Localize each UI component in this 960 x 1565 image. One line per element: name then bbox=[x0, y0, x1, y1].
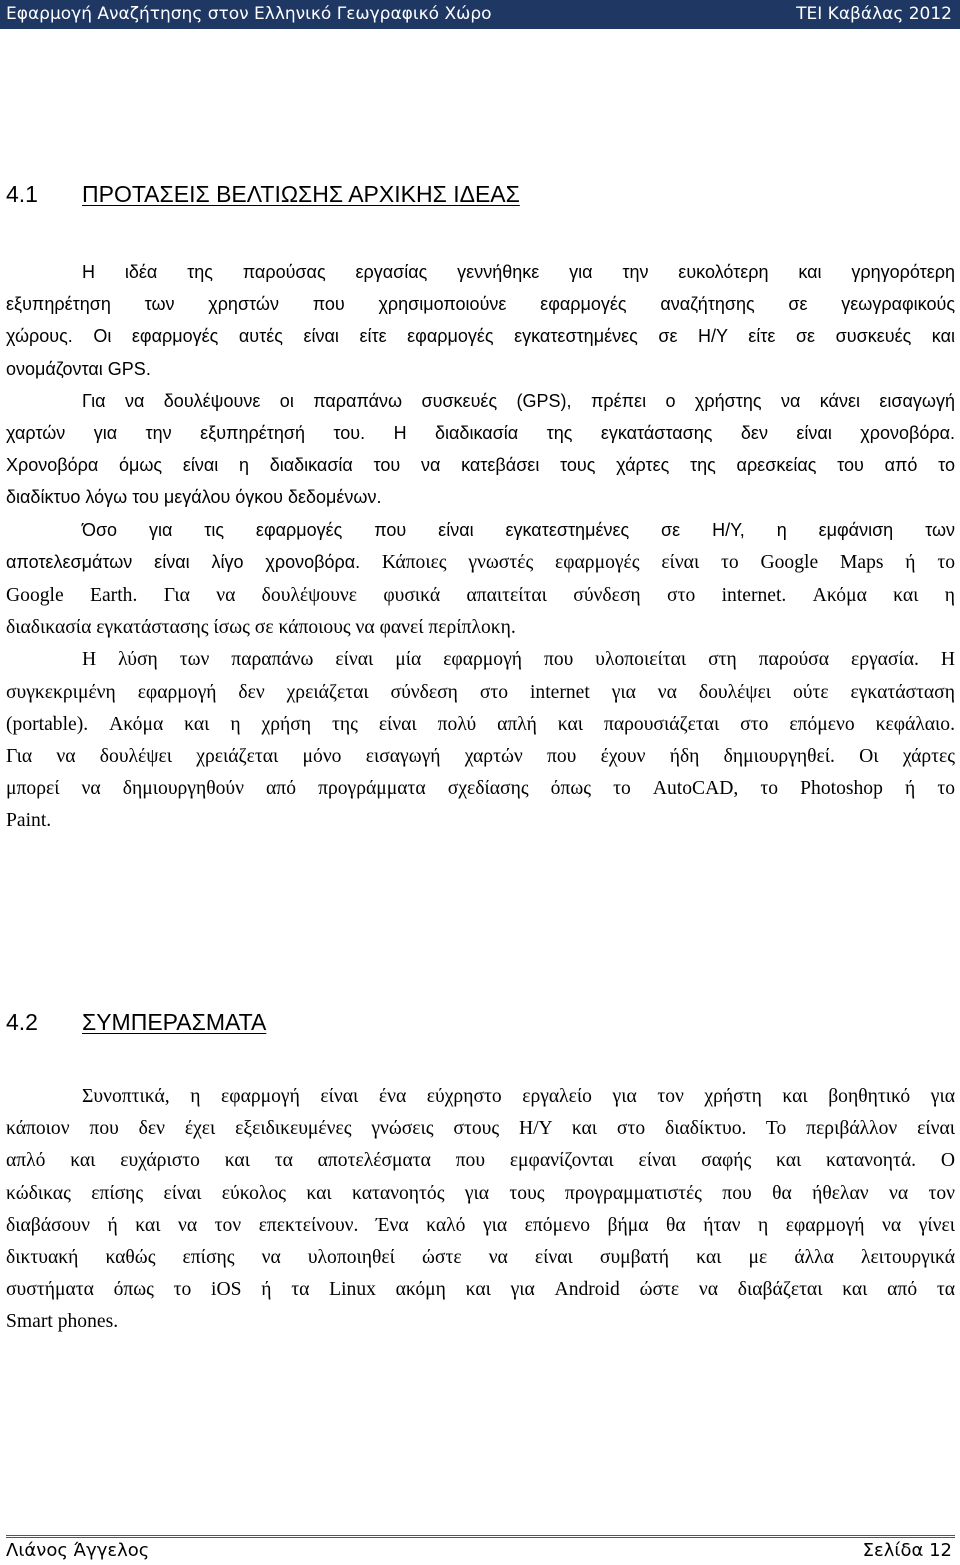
text-line: κώδικας επίσης είναι εύκολος και κατανοητός για τους προγραμματιστές που θα ήθελαν να τον bbox=[6, 1182, 955, 1204]
text-line: δικτυακή καθώς επίσης να υλοποιηθεί ώστε να είναι συμβατή και με άλλα λειτουργικά bbox=[6, 1247, 955, 1269]
text-line: Συνοπτικά, η εφαρμογή είναι ένα εύχρηστο εργαλείο για τον χρήστη και βοηθητικό για bbox=[82, 1086, 955, 1107]
text-line: Smart phones. bbox=[6, 1311, 119, 1333]
section-4-1-body bbox=[6, 256, 955, 838]
section-4-2-body bbox=[6, 1081, 955, 1339]
text-line: Όσο για τις εφαρμογές που είναι εγκατεστημένες σε Η/Υ, η εμφάνιση των bbox=[82, 519, 955, 540]
header-title: Εφαρμογή Αναζήτησης στον Ελληνικό Γεωγραφικό Χώρο bbox=[6, 4, 492, 24]
paragraph bbox=[6, 1081, 955, 1339]
text-line: χώρους. Οι εφαρμογές αυτές είναι είτε εφαρμογές εγκατεστημένες σε Η/Υ είτε σε συσκευές και bbox=[6, 326, 955, 347]
text-line: διαδίκτυο λόγω του μεγάλου όγκου δεδομένων. bbox=[6, 487, 382, 508]
text-line: εξυπηρέτηση των χρηστών που χρησιμοποιούνε εφαρμογές αναζήτησης σε γεωγραφικούς bbox=[6, 294, 955, 315]
text-line: απλό και ευχάριστο και τα αποτελέσματα που εμφανίζονται είναι σαφής και κατανοητά. Ο bbox=[6, 1150, 955, 1172]
paragraph bbox=[6, 256, 955, 385]
section-title: ΣΥΜΠΕΡΑΣΜΑΤΑ bbox=[82, 1009, 267, 1035]
footer-author: Λιάνος Άγγελος bbox=[6, 1540, 150, 1561]
text-line: Google Earth. Για να δουλέψουνε φυσικά απαιτείται σύνδεση στο internet. Ακόμα και η bbox=[6, 585, 955, 607]
section-heading-4-1 bbox=[6, 181, 520, 208]
text-line: διαβάσουν ή και να τον επεκτείνουν. Ένα καλό για επόμενο βήμα θα ήταν η εφαρμογή να γίνει bbox=[6, 1214, 955, 1236]
paragraph bbox=[6, 644, 955, 837]
section-heading-4-2 bbox=[6, 1009, 266, 1036]
section-number: 4.1 bbox=[6, 181, 38, 207]
text-line: ονομάζονται GPS. bbox=[6, 358, 151, 379]
text-line: μπορεί να δημιουργηθούν από προγράμματα σχεδίασης όπως το AutoCAD, το Photoshop ή το bbox=[6, 778, 955, 800]
text-line: συστήματα όπως το iOS ή τα Linux ακόμη και για Android ώστε να διαβάζεται και από τα bbox=[6, 1279, 955, 1301]
text-line: χαρτών για την εξυπηρέτησή του. Η διαδικασία της εγκατάστασης δεν είναι χρονοβόρα. bbox=[6, 423, 955, 444]
text-line: Paint. bbox=[6, 810, 52, 832]
text-line: Η ιδέα της παρούσας εργασίας γεννήθηκε για την ευκολότερη και γρηγορότερη bbox=[82, 262, 955, 282]
paragraph bbox=[6, 514, 955, 645]
text-line: Η λύση των παραπάνω είναι μία εφαρμογή που υλοποιείται στη παρούσα εργασία. Η bbox=[82, 649, 955, 671]
text-line: κάποιον που δεν έχει εξειδικευμένες γνώσεις στους Η/Υ και στο διαδίκτυο. Το περιβάλλον είναι bbox=[6, 1118, 955, 1140]
text-line: διαδικασία εγκατάστασης ίσως σε κάποιους να φανεί περίπλοκη. bbox=[6, 617, 516, 639]
text-line: συγκεκριμένη εφαρμογή δεν χρειάζεται σύνδεση στο internet για να δουλέψει ούτε εγκατάσταση bbox=[6, 681, 955, 703]
text-run: αποτελεσμάτων είναι λίγο χρονοβόρα. bbox=[6, 551, 361, 572]
text-line: Για να δουλέψει χρειάζεται μόνο εισαγωγή χαρτών που έχουν ήδη δημιουργηθεί. Οι χάρτες bbox=[6, 746, 955, 768]
page-header bbox=[0, 0, 960, 29]
text-line: Χρονοβόρα όμως είναι η διαδικασία του να κατεβάσει τους χάρτες της αρεσκείας του από το bbox=[6, 455, 955, 476]
paragraph bbox=[6, 385, 955, 514]
header-institution: ΤΕΙ Καβάλας 2012 bbox=[796, 4, 952, 24]
section-title: ΠΡΟΤΑΣΕΙΣ ΒΕΛΤΙΩΣΗΣ ΑΡΧΙΚΗΣ ΙΔΕΑΣ bbox=[82, 181, 520, 207]
text-line bbox=[6, 546, 955, 580]
text-line: Για να δουλέψουνε οι παραπάνω συσκευές (GPS), πρέπει ο χρήστης να κάνει εισαγωγή bbox=[82, 390, 955, 411]
text-run: Κάποιες γνωστές εφαρμογές είναι το Google Maps ή το bbox=[360, 551, 955, 573]
section-number: 4.2 bbox=[6, 1009, 38, 1035]
text-line: (portable). Ακόμα και η χρήση της είναι πολύ απλή και παρουσιάζεται στο επόμενο κεφάλαιο. bbox=[6, 713, 955, 735]
page-footer bbox=[0, 1538, 960, 1564]
footer-page-number: Σελίδα 12 bbox=[862, 1540, 952, 1561]
